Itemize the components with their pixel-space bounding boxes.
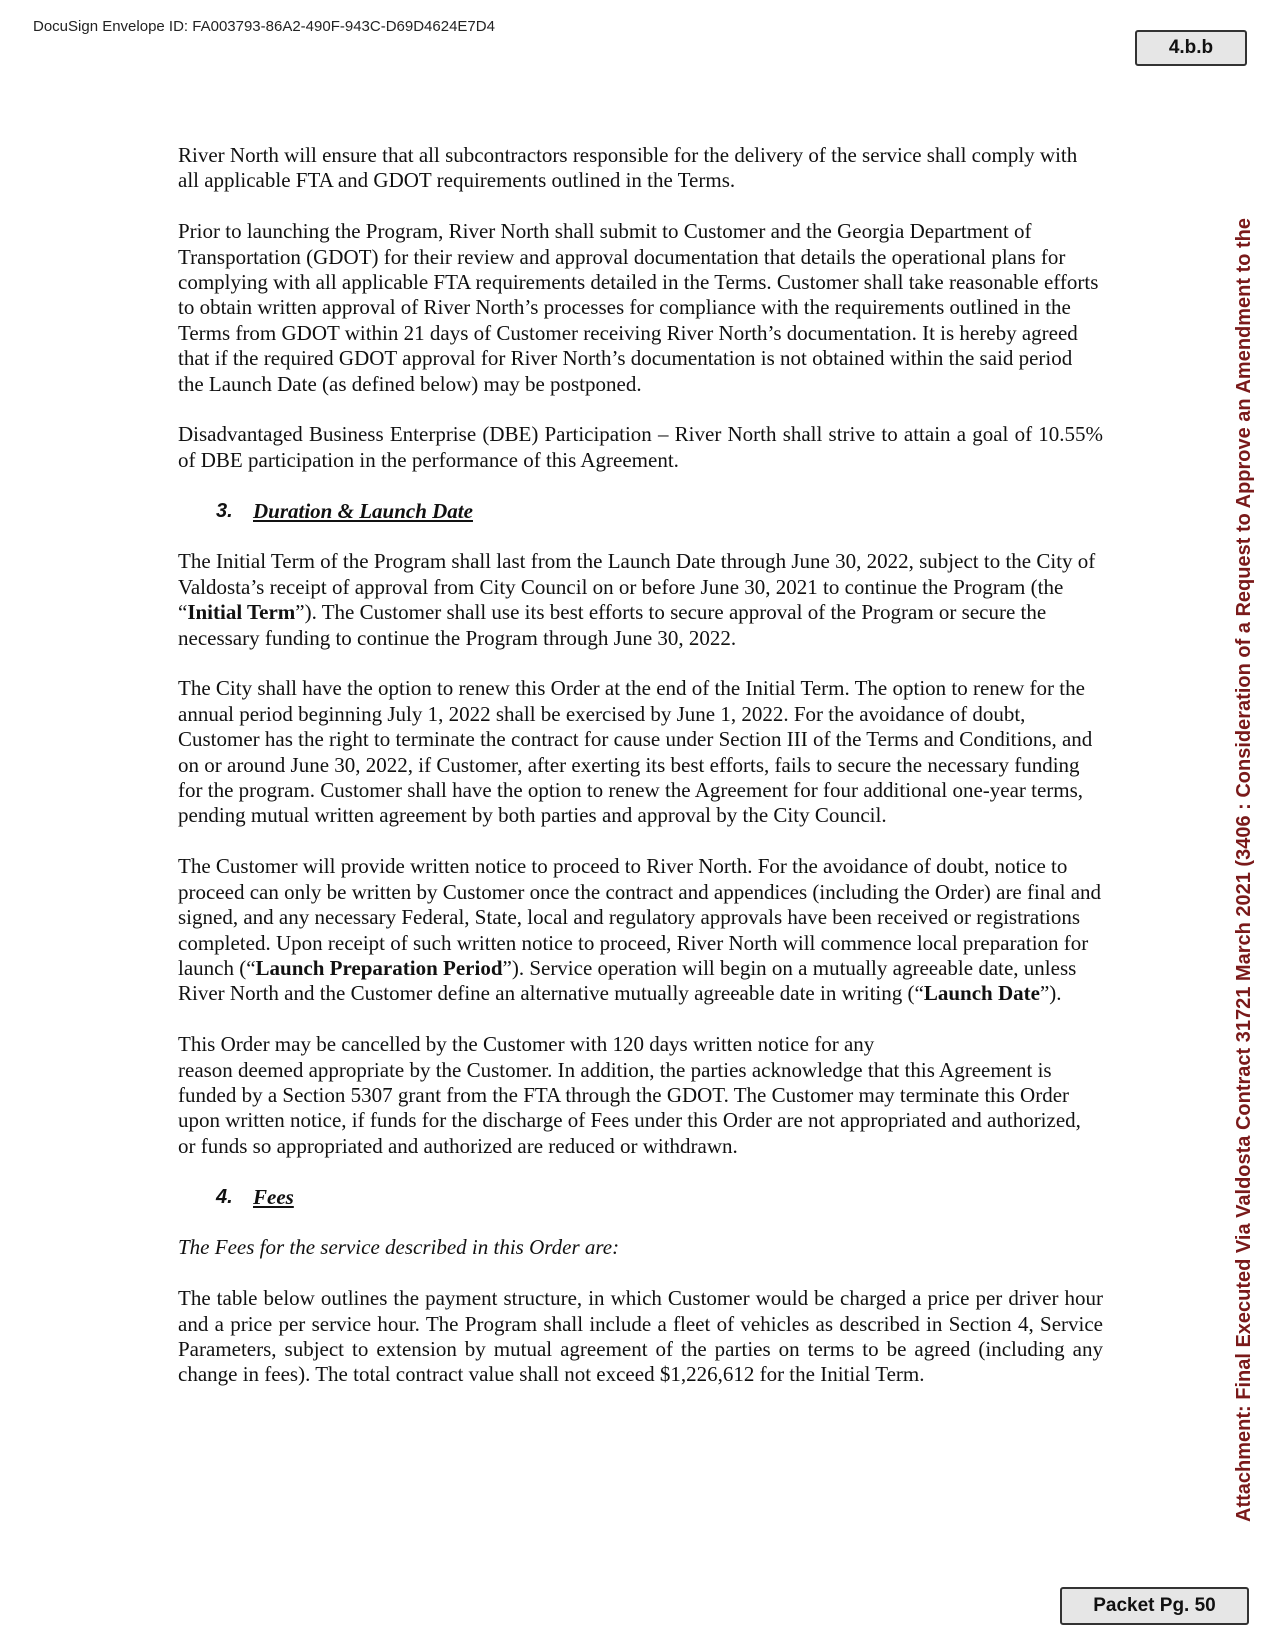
agenda-tag-badge: 4.b.b: [1135, 30, 1247, 66]
section-heading-duration: [216, 499, 1103, 524]
section-number: 3.: [216, 499, 233, 522]
envelope-id: DocuSign Envelope ID: FA003793-86A2-490F-943C-D69D4624E7D4: [33, 18, 495, 35]
document-body: [178, 143, 1103, 1413]
text-run: The Initial Term of the Program shall last from the Launch Date through June 30, 2022, subject to the City of Valdosta’s receipt of approval from City Council on or before June 30, 2021 to continue the Program (the “: [178, 549, 1096, 625]
text-run: ”). Service operation will begin on a mutually agreeable date, unless River North and the Customer define an alternative mutually agreeable date in writing (“: [178, 955, 1077, 1006]
text-run: ”). The Customer shall use its best efforts to secure approval of the Program or secure the necessary funding to continue the Program through June 30, 2022.: [178, 600, 1047, 650]
paragraph-dbe-participation: Disadvantaged Business Enterprise (DBE) Participation – River North shall strive to attain a goal of 10.55% of DBE participation in the performance of this Agreement.: [178, 422, 1103, 472]
paragraph-gdot-approval: Prior to launching the Program, River North shall submit to Customer and the Georgia Department of Transportation (GDOT) for their review and approval documentation that details the operational plans for complying with all applicable FTA requirements detailed in the Terms. Customer shall take reasonable efforts to obtain written approval of River North’s processes for compliance with the requirements outlined in the Terms from GDOT within 21 days of Customer receiving River North’s documentation. It is hereby agreed that if the required GDOT approval for River North’s documentation is not obtained within the said period the Launch Date (as defined below) may be postponed.: [178, 219, 1099, 396]
section-number: 4.: [216, 1185, 233, 1208]
paragraph-cancellation: [178, 1032, 1103, 1159]
text-run: ”).: [1039, 981, 1062, 1006]
paragraph-initial-term: [178, 549, 1103, 651]
text-run: reason deemed appropriate by the Customer. In addition, the parties acknowledge that this Agreement is funded by a Section 5307 grant from the FTA through the GDOT. The Customer may terminate this Order upon written notice, if funds for the discharge of Fees under this Order are not appropriated and authorized, or funds so appropriated and authorized are reduced or withdrawn.: [178, 1057, 1081, 1158]
text-run: The Customer will provide written notice to proceed to River North. For the avoidance of doubt, notice to proceed can only be written by Customer once the contract and appendices (including the Order) are final and signed, and any necessary Federal, State, local and regulatory approvals have been received or registrations completed. Upon receipt of such written notice to proceed, River North will commence local preparation for launch (“: [178, 854, 1102, 980]
defined-term: Launch Preparation Period: [255, 955, 503, 980]
packet-page-badge: Packet Pg. 50: [1060, 1587, 1249, 1625]
defined-term: Initial Term: [187, 600, 296, 625]
section-title: Fees: [253, 1184, 294, 1209]
paragraph-subcontractors: River North will ensure that all subcontractors responsible for the delivery of the service shall comply with all applicable FTA and GDOT requirements outlined in the Terms.: [178, 143, 1078, 193]
paragraph-payment-structure: The table below outlines the payment structure, in which Customer would be charged a price per driver hour and a price per service hour. The Program shall include a fleet of vehicles as described in Section 4, Service Parameters, subject to extension by mutual agreement of the parties on terms to be agreed (including any change in fees). The total contract value shall not exceed $1,226,612 for the Initial Term.: [178, 1286, 1103, 1387]
paragraph-fees-intro: The Fees for the service described in this Order are:: [178, 1235, 620, 1260]
paragraph-renewal-option: The City shall have the option to renew this Order at the end of the Initial Term. The option to renew for the annual period beginning July 1, 2022 shall be exercised by June 1, 2022. For the avoidance of doubt, Customer has the right to terminate the contract for cause under Section III of the Terms and Conditions, and on or around June 30, 2022, if Customer, after exerting its best efforts, fails to secure the necessary funding for the program. Customer shall have the option to renew the Agreement for four additional one-year terms, pending mutual written agreement by both parties and approval by the City Council.: [178, 676, 1093, 828]
section-heading-fees: [216, 1185, 1103, 1210]
section-title: Duration & Launch Date: [253, 498, 473, 523]
paragraph-notice-to-proceed: [178, 854, 1103, 1006]
defined-term: Launch Date: [923, 981, 1040, 1006]
attachment-sidebar-text: Attachment: Final Executed Via Valdosta Contract 31721 March 2021 (3406 : Consideration of a Request to Approve an Amendment to the: [1233, 217, 1255, 1522]
text-run: This Order may be cancelled by the Customer with 120 days written notice for any: [178, 1032, 875, 1057]
